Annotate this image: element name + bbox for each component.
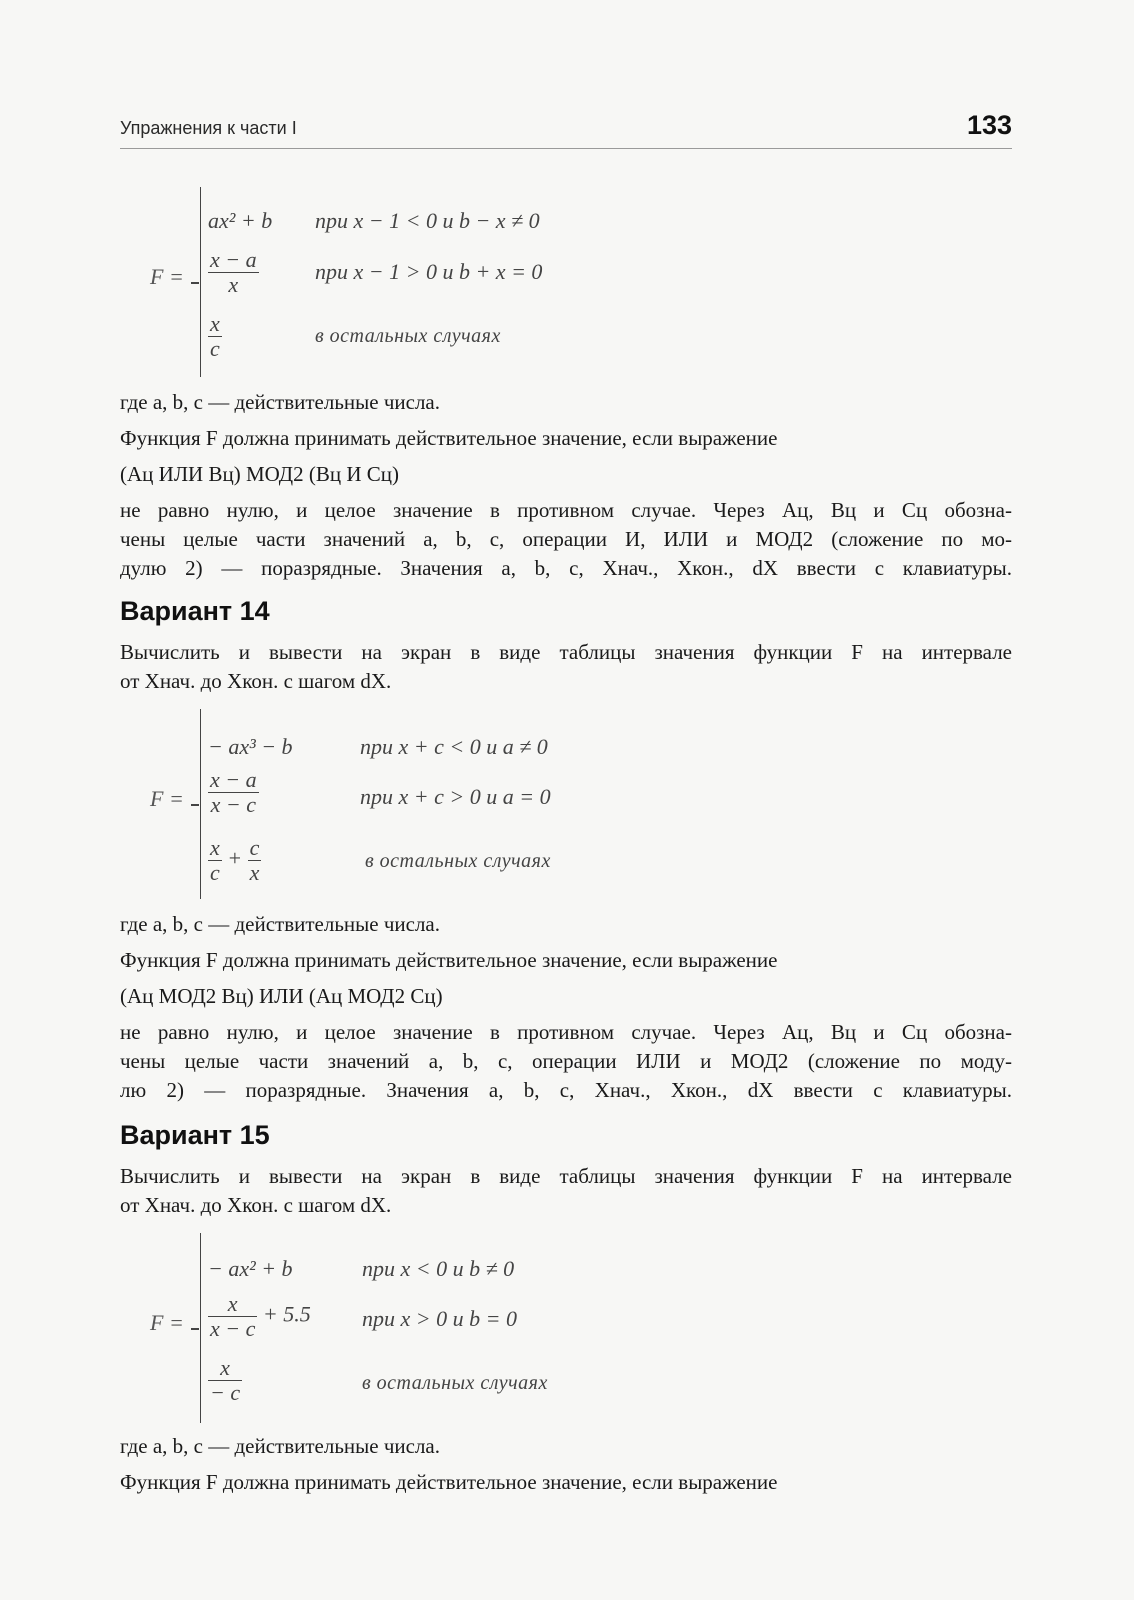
task-line: Вычислить и вывести на экран в виде таблицы значения функции F на интервале	[120, 640, 1012, 664]
formula-variant13	[150, 182, 770, 382]
description-line: чены целые части значений a, b, c, операции И, ИЛИ и МОД2 (сложение по мо-	[120, 527, 1012, 551]
left-brace	[200, 187, 207, 377]
case3-numerator: x	[210, 835, 220, 860]
case2-condition: при x > 0 и b = 0	[362, 1306, 517, 1331]
case2-denominator: x − c	[210, 792, 256, 817]
task-paragraph	[120, 638, 1012, 696]
function-requirement: Функция F должна принимать действительное значение, если выражение	[120, 426, 778, 450]
where-text: где a, b, c — действительные числа.	[120, 390, 441, 414]
case2-expression	[208, 248, 259, 297]
case1-expression: − ax³ − b	[208, 734, 293, 759]
case2-numerator: x	[208, 1292, 257, 1317]
case2-expression	[208, 768, 259, 817]
case3-numerator: x	[208, 1356, 242, 1381]
case3-numerator: c	[249, 835, 260, 860]
case3-expression	[208, 836, 261, 885]
case3-condition: в остальных случаях	[365, 850, 551, 872]
description-line: не равно нулю, и целое значение в противном случае. Через Ац, Вц и Сц обозна-	[120, 498, 1012, 522]
case1-condition: при x < 0 и b ≠ 0	[362, 1256, 515, 1281]
formula-lhs: F =	[150, 786, 184, 811]
page-header	[120, 108, 1012, 149]
function-requirement: Функция F должна принимать действительное значение, если выражение	[120, 948, 778, 972]
case1-condition: при x − 1 < 0 и b − x ≠ 0	[315, 208, 540, 233]
formula-variant15	[150, 1228, 770, 1428]
case2-expression	[208, 1292, 311, 1341]
case2-condition: при x − 1 > 0 и b + x = 0	[315, 259, 543, 284]
task-line: от Хнач. до Хкон. с шагом dX.	[120, 669, 392, 693]
task-line: от Хнач. до Хкон. с шагом dX.	[120, 1193, 392, 1217]
case2-numerator: x − a	[210, 767, 257, 792]
where-text: где a, b, c — действительные числа.	[120, 1434, 441, 1458]
page-number: 133	[966, 110, 1012, 140]
function-requirement: Функция F должна принимать действительное значение, если выражение	[120, 1470, 778, 1494]
case3-condition: в остальных случаях	[362, 1372, 548, 1394]
case3-numerator: x	[210, 311, 220, 336]
description-paragraph	[120, 1018, 1012, 1105]
bitwise-expression: (Ац МОД2 Вц) ИЛИ (Ац МОД2 Сц)	[120, 984, 443, 1008]
case1-expression: − ax² + b	[208, 1256, 293, 1281]
case3-denominator: x	[249, 860, 260, 885]
formula-lhs: F =	[150, 1310, 184, 1335]
case3-denominator: − c	[210, 1380, 241, 1405]
formula-variant14	[150, 704, 770, 904]
task-paragraph	[120, 1162, 1012, 1220]
running-head: Упражнения к части I	[120, 118, 297, 138]
description-line: не равно нулю, и целое значение в противном случае. Через Ац, Вц и Сц обозна-	[120, 1020, 1012, 1044]
description-line: дулю 2) — поразрядные. Значения a, b, c, Хнач., Хкон., dX ввести с клавиатуры.	[120, 556, 1012, 580]
variant-14-heading: Вариант 14	[120, 596, 270, 626]
plus-sign: +	[227, 845, 243, 871]
left-brace	[200, 709, 207, 899]
case3-denominator: c	[210, 336, 220, 361]
formula-lhs: F =	[150, 264, 184, 289]
case2-numerator: x − a	[210, 247, 257, 272]
bitwise-expression: (Ац ИЛИ Вц) МОД2 (Вц И Сц)	[120, 462, 399, 486]
case3-condition: в остальных случаях	[315, 325, 501, 347]
task-line: Вычислить и вывести на экран в виде таблицы значения функции F на интервале	[120, 1164, 1012, 1188]
case2-denominator: x − c	[210, 1316, 256, 1341]
case2-denominator: x	[228, 272, 239, 297]
case1-condition: при x + c < 0 и a ≠ 0	[360, 734, 548, 759]
case1-expression: ax² + b	[208, 208, 273, 233]
description-line: чены целые части значений a, b, c, операции ИЛИ и МОД2 (сложение по моду-	[120, 1049, 1012, 1073]
case3-denominator: c	[210, 860, 220, 885]
left-brace	[200, 1233, 207, 1423]
description-paragraph	[120, 496, 1012, 583]
where-text: где a, b, c — действительные числа.	[120, 912, 441, 936]
case3-expression	[208, 312, 222, 361]
description-line: лю 2) — поразрядные. Значения a, b, c, Хнач., Хкон., dX ввести с клавиатуры.	[120, 1078, 1012, 1102]
case2-addend: + 5.5	[262, 1301, 311, 1327]
case2-condition: при x + c > 0 и a = 0	[360, 784, 551, 809]
variant-15-heading: Вариант 15	[120, 1120, 270, 1150]
case3-expression	[208, 1356, 242, 1405]
